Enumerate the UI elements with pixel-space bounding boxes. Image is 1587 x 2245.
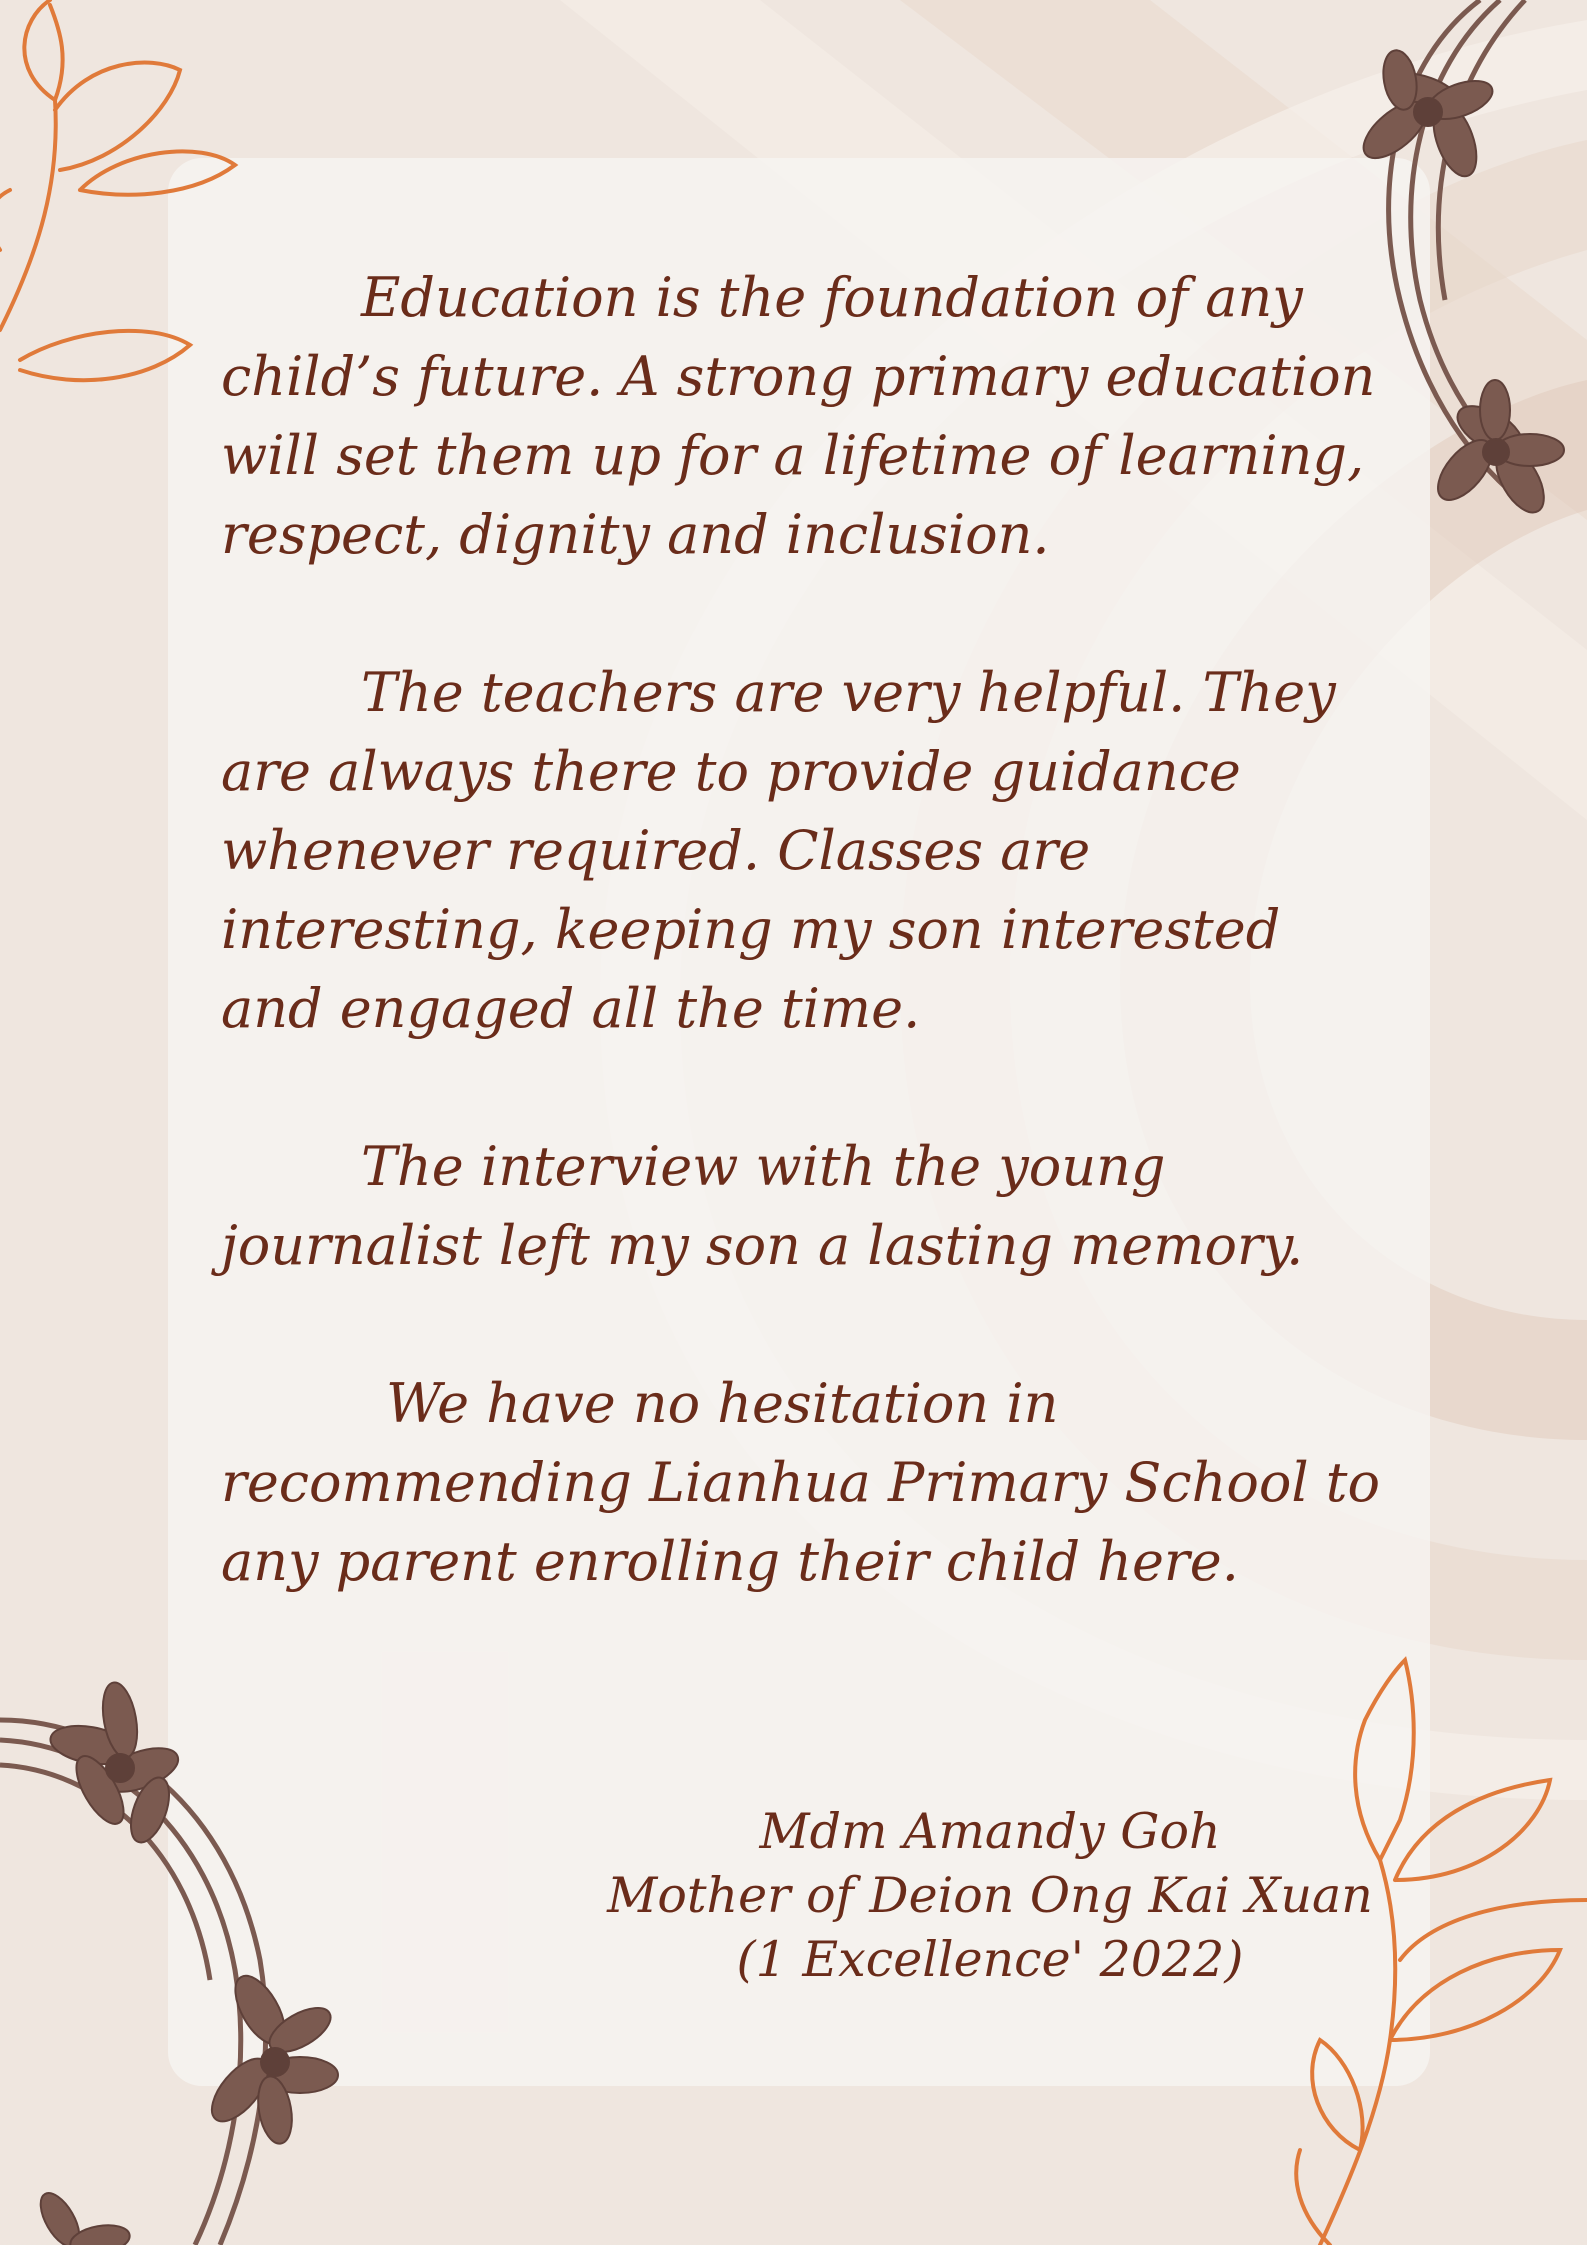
paragraph-recommendation: We have no hesitation in recommending Lianhua Primary School to any parent enrolling their child here. bbox=[221, 1372, 1381, 1593]
paragraph-teachers: The teachers are very helpful. They are always there to provide guidance whenever required. Classes are interesting, keeping my son interested and engaged all the time. bbox=[221, 661, 1336, 1040]
signature-block bbox=[590, 1800, 1390, 1992]
signature-class: (1 Excellence' 2022) bbox=[736, 1931, 1244, 1988]
testimonial-body bbox=[221, 258, 1381, 1680]
signature-name: Mdm Amandy Goh bbox=[759, 1803, 1221, 1860]
paragraph-interview: The interview with the young journalist left my son a lasting memory. bbox=[221, 1135, 1304, 1277]
signature-relation: Mother of Deion Ong Kai Xuan bbox=[607, 1867, 1373, 1924]
paragraph-education: Education is the foundation of any child’s future. A strong primary education will set them up for a lifetime of learning, respect, dignity and inclusion. bbox=[221, 266, 1376, 566]
